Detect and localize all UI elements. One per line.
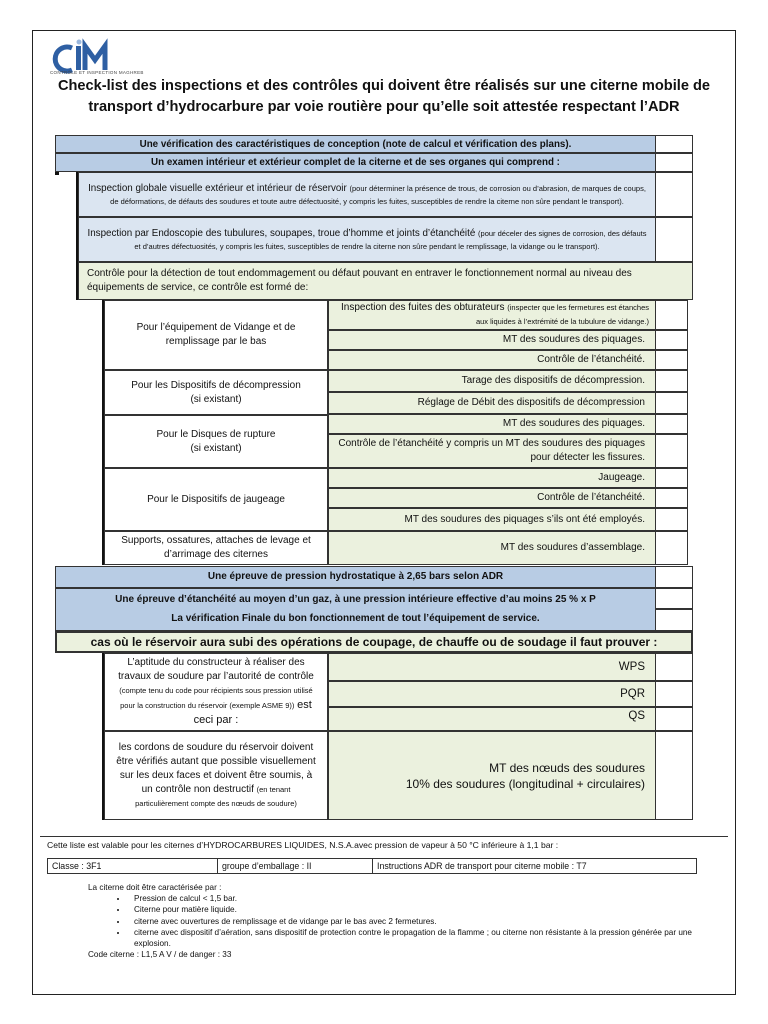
check-box-r1[interactable] [655,135,693,153]
visual-inspection-note: (pour déterminer la présence de trous, de corrosion ou d’abrasion, de marques de coups, de déformations, de défauts des soudures et toute autre défectuosité, y compris les fuites, susceptibles de rendre la citerne non sûre pendant le transport). [110,183,646,206]
item-tightness-1: Contrôle de l’étanchéité. [328,350,656,370]
characteristics-list [88,882,714,960]
row-gas-tightness [55,588,656,631]
logo-subtitle: CONTRÔLE ET INSPECTION MAGHREB [50,70,144,75]
group-gauging: Pour le Dispositifs de jaugeage [104,468,328,531]
visual-inspection-label: Inspection globale visuelle extérieur et intérieur de réservoir [88,182,347,194]
decompression-label: Pour les Dispositifs de décompression [131,379,301,391]
rupture-disc-cond: (si existant) [190,442,242,454]
item-tightness-2: Contrôle de l’étanchéité. [328,488,656,508]
row-visual-inspection [78,172,656,217]
weld-mt [328,731,656,820]
weld-aptitude-note: (compte tenu du code pour récipients sous pression utilisé pour la construction du réservoir (exemple ASME 9)) [119,686,313,710]
item-mt-nozzles-1: MT des soudures des piquages. [328,330,656,350]
check-box-t1[interactable] [655,566,693,588]
rupture-disc-label: Pour le Disques de rupture [156,428,276,440]
class-cell: Classe : 3F1 [48,859,218,873]
weld-mt-nodes: MT des nœuds des soudures [489,760,645,775]
check-box-mt[interactable] [655,731,693,820]
weld-aptitude-text: L’aptitude du constructeur à réaliser des travaux de soudure par l’autorité de contrôle [118,657,314,682]
row-endoscopy [78,217,656,262]
item-calibration: Tarage des dispositifs de décompression. [328,370,656,392]
check-box-i4[interactable] [655,370,688,392]
page-title: Check-list des inspections et des contrôles qui doivent être réalisés sur une citerne mobile de transport d’hydrocarbure par voie routière pour qu’elle soit attestée respectant l’ADR [57,78,711,115]
check-box-i11[interactable] [655,531,688,565]
instructions-cell: Instructions ADR de transport pour citerne mobile : T7 [377,861,587,871]
footer-divider [40,836,728,837]
check-box-r4[interactable] [655,217,693,262]
item-mt-assembly: MT des soudures d’assemblage. [328,531,656,565]
group-rupture-disc [104,415,328,468]
item-tightness-mt: Contrôle de l’étanchéité y compris un MT des soudures des piquages pour détecter les fissures. [328,434,656,468]
check-box-t2[interactable] [655,588,693,609]
weld-aptitude-suffix: est ceci par : [193,699,312,726]
check-box-pqr[interactable] [655,681,693,707]
weld-seams-note: (en tenant particulièrement compte des nœuds de soudure) [135,784,297,808]
gas-tightness-label: Une épreuve d’étanchéité au moyen d’un gaz, à une pression intérieure effective d’au moins 25 % x P [115,594,596,606]
weld-seams [104,731,328,820]
check-box-i2[interactable] [655,330,688,350]
check-box-r2[interactable] [655,153,693,172]
check-box-i3[interactable] [655,350,688,370]
group-drain-fill: Pour l’équipement de Vidange et de remplissage par le bas [104,300,328,370]
check-box-i8[interactable] [655,468,688,488]
check-box-i1[interactable] [655,300,688,330]
item-flow-adjust: Réglage de Débit des dispositifs de décompression [328,392,656,414]
row-internal-external-exam: Un examen intérieur et extérieur complet de la citerne et de ses organes qui comprend : [55,153,656,172]
check-box-i10[interactable] [655,508,688,531]
check-box-i6[interactable] [655,414,688,434]
endoscopy-note: (pour déceler des signes de corrosion, des défauts et d’autres défectuosités, y compris les fuites, susceptibles de rendre la citerne non sûre pendant le remplissage, la vidange ou le transport). [134,228,647,251]
weld-mt-percent: 10% des soudures (longitudinal + circulaires) [405,776,645,791]
weld-wps: WPS [328,653,656,681]
row-design-check: Une vérification des caractéristiques de conception (note de calcul et vérification des plans). [55,135,656,153]
item-mt-nozzles-2: MT des soudures des piquages. [328,414,656,434]
characteristics-intro: La citerne doit être caractérisée par : [88,883,222,892]
check-box-i7[interactable] [655,434,688,468]
weld-qs: QS [328,707,656,731]
classification-table [47,858,697,874]
list-item: • citerne avec ouvertures de remplissage et de vidange par le bas avec 2 fermetures. [128,916,714,927]
list-item: • citerne avec dispositif d’aération, sans dispositif de protection contre le propagation de la flamme ; ou citerne non résistante à la pression générée par une explosion. [128,927,714,949]
item-obturator-leak [328,300,656,330]
check-box-t3[interactable] [655,609,693,631]
list-item: • Citerne pour matière liquide. [128,904,714,915]
group-decompression [104,370,328,415]
endoscopy-label: Inspection par Endoscopie des tubulures, soupapes, troue d’homme et joints d’étanchéité [87,227,476,239]
packing-group-cell: groupe d’emballage : II [218,859,373,873]
decompression-cond: (si existant) [190,393,242,405]
obturator-leak-note: (inspecter que les fermetures est étanches aux liquides à l’extrémité de la tubulure de vidange.) [475,303,649,326]
obturator-leak-label: Inspection des fuites des obturateurs [341,302,505,313]
final-check-label: La vérification Finale du bon fonctionnement de tout l’équipement de service. [171,612,540,624]
check-box-qs[interactable] [655,707,693,731]
weld-pqr: PQR [328,681,656,707]
weld-aptitude [104,653,328,731]
check-box-wps[interactable] [655,653,693,681]
weld-seams-text: les cordons de soudure du réservoir doivent être vérifiés autant que possible visuellement sur les deux faces et doivent être soumis, à un contrôle non destructif [116,741,316,795]
item-mt-nozzles-3: MT des soudures des piquages s’ils ont été employés. [328,508,656,531]
row-service-equipment: Contrôle pour la détection de tout endommagement ou défaut pouvant en entraver le fonctionnement normal au niveau des équipements de service, ce contrôle est formé de: [78,262,693,300]
list-item: • Pression de calcul < 1,5 bar. [128,893,714,904]
validity-note: Cette liste est valable pour les citernes d’HYDROCARBURES LIQUIDES, N.S.A.avec pression de vapeur à 50 °C inférieure à 1,1 bar : [47,840,559,850]
group-supports: Supports, ossatures, attaches de levage et d’arrimage des citernes [104,531,328,565]
check-box-i9[interactable] [655,488,688,508]
check-box-r3[interactable] [655,172,693,217]
item-gauging: Jaugeage. [328,468,656,488]
check-box-i5[interactable] [655,392,688,414]
row-welding-case: cas où le réservoir aura subi des opérations de coupage, de chauffe ou de soudage il faut prouver : [55,631,693,653]
row-hydrostatic-test: Une épreuve de pression hydrostatique à 2,65 bars selon ADR [55,566,656,588]
tank-code: Code citerne : L1,5 A V / de danger : 33 [88,950,232,960]
